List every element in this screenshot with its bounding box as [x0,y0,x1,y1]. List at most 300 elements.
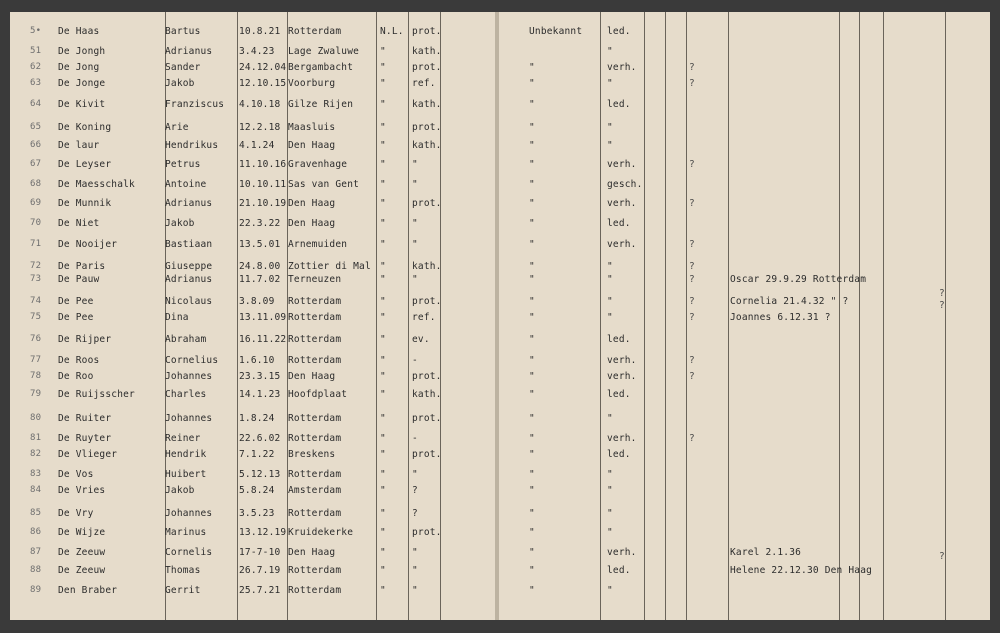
left-cell-dob: 22.6.02 [239,433,281,444]
right-cell-b: " [607,296,613,307]
far-right-question-mark: ? [939,300,945,311]
right-cell-c: ? [689,355,695,366]
left-cell-place: Den Haag [288,547,336,558]
left-cell-surname: De Jonge [58,78,106,89]
right-cell-c: ? [689,239,695,250]
right-cell-b: led. [607,334,631,345]
left-cell-first: Franziscus [165,99,225,110]
right-cell-d: Karel 2.1.36 [730,547,802,558]
left-cell-first: Dina [165,312,189,323]
left-cell-dob: 25.7.21 [239,585,281,596]
left-cell-no: 65 [30,122,42,132]
left-cell-first: Jakob [165,218,195,229]
right-cell-b: verh. [607,239,637,250]
right-cell-b: verh. [607,433,637,444]
right-column-rule [728,12,729,620]
left-cell-rel: kath. [412,140,442,151]
left-cell-no: 87 [30,547,42,557]
right-cell-b: led. [607,99,631,110]
left-cell-surname: De Kivit [58,99,106,110]
left-cell-no: 77 [30,355,42,365]
left-cell-nat: " [380,585,386,596]
right-cell-b: verh. [607,198,637,209]
left-cell-place: Den Haag [288,218,336,229]
left-cell-dob: 14.1.23 [239,389,281,400]
left-cell-first: Reiner [165,433,201,444]
left-cell-dob: 13.12.19 [239,527,287,538]
right-page [499,12,990,620]
left-cell-rel: " [412,274,418,285]
left-cell-nat: " [380,198,386,209]
left-cell-dob: 11.7.02 [239,274,281,285]
right-column-rule [686,12,687,620]
right-cell-a: " [529,239,535,250]
left-cell-dob: 7.1.22 [239,449,275,460]
left-cell-first: Jakob [165,485,195,496]
left-cell-nat: " [380,485,386,496]
right-cell-a: Unbekannt [529,26,583,37]
left-cell-dob: 3.8.09 [239,296,275,307]
right-cell-b: verh. [607,371,637,382]
left-cell-surname: De Ruyter [58,433,112,444]
right-cell-b: led. [607,218,631,229]
left-cell-nat: N.L. [380,26,404,37]
right-column-rule [665,12,666,620]
left-cell-no: 74 [30,296,42,306]
left-cell-nat: " [380,527,386,538]
left-cell-no: 72 [30,261,42,271]
left-cell-no: 80 [30,413,42,423]
left-cell-no: 70 [30,218,42,228]
left-cell-nat: " [380,433,386,444]
left-cell-place: Rotterdam [288,433,342,444]
right-cell-c: ? [689,198,695,209]
left-cell-nat: " [380,547,386,558]
left-cell-place: Voorburg [288,78,336,89]
left-cell-nat: " [380,218,386,229]
right-cell-b: " [607,140,613,151]
left-cell-surname: De Maesschalk [58,179,135,190]
left-cell-dob: 3.5.23 [239,508,275,519]
left-cell-nat: " [380,371,386,382]
right-cell-c: ? [689,312,695,323]
left-cell-first: Giuseppe [165,261,213,272]
left-cell-surname: De Paris [58,261,106,272]
left-cell-first: Nicolaus [165,296,213,307]
left-cell-first: Marinus [165,527,207,538]
left-cell-dob: 17-7-10 [239,547,281,558]
right-cell-a: " [529,585,535,596]
left-cell-nat: " [380,159,386,170]
far-right-question-mark: ? [939,288,945,299]
left-cell-rel: " [412,179,418,190]
left-cell-rel: ? [412,485,418,496]
left-cell-surname: De Wijze [58,527,106,538]
left-cell-rel: - [412,433,418,444]
left-cell-no: 85 [30,508,42,518]
left-cell-no: 83 [30,469,42,479]
left-cell-rel: " [412,239,418,250]
right-cell-a: " [529,218,535,229]
left-cell-dob: 5.8.24 [239,485,275,496]
left-cell-rel: prot. [412,296,442,307]
right-cell-b: verh. [607,159,637,170]
left-cell-nat: " [380,389,386,400]
right-cell-a: " [529,527,535,538]
left-cell-place: Kruidekerke [288,527,354,538]
left-cell-rel: prot. [412,26,442,37]
left-cell-first: Hendrikus [165,140,219,151]
left-cell-rel: " [412,547,418,558]
left-cell-dob: 13.5.01 [239,239,281,250]
right-cell-c: ? [689,159,695,170]
left-cell-first: Adrianus [165,274,213,285]
left-cell-surname: De laur [58,140,100,151]
left-cell-rel: ? [412,508,418,519]
left-cell-nat: " [380,78,386,89]
right-cell-b: led. [607,389,631,400]
left-cell-no: 81 [30,433,42,443]
right-cell-a: " [529,140,535,151]
left-cell-no: 63 [30,78,42,88]
left-cell-first: Adrianus [165,198,213,209]
right-cell-a: " [529,389,535,400]
left-cell-first: Abraham [165,334,207,345]
left-cell-place: Rotterdam [288,508,342,519]
left-cell-nat: " [380,99,386,110]
left-cell-place: Den Haag [288,198,336,209]
left-cell-surname: De Munnik [58,198,112,209]
left-cell-first: Johannes [165,508,213,519]
left-cell-nat: " [380,274,386,285]
left-cell-no: 76 [30,334,42,344]
left-cell-surname: De Vry [58,508,94,519]
right-cell-b: led. [607,26,631,37]
left-cell-no: 78 [30,371,42,381]
left-cell-dob: 21.10.19 [239,198,287,209]
left-cell-nat: " [380,296,386,307]
left-cell-first: Arie [165,122,189,133]
left-cell-place: Arnemuiden [288,239,348,250]
left-cell-no: 79 [30,389,42,399]
left-cell-place: Rotterdam [288,565,342,576]
left-cell-surname: De Haas [58,26,100,37]
left-cell-rel: ev. [412,334,430,345]
left-cell-dob: 1.8.24 [239,413,275,424]
left-cell-surname: De Niet [58,218,100,229]
left-cell-dob: 5.12.13 [239,469,281,480]
right-column-rule [644,12,645,620]
right-cell-b: " [607,78,613,89]
left-cell-surname: De Vries [58,485,106,496]
left-cell-rel: prot. [412,413,442,424]
left-cell-first: Thomas [165,565,201,576]
right-cell-b: led. [607,565,631,576]
left-cell-first: Charles [165,389,207,400]
left-cell-rel: prot. [412,527,442,538]
left-cell-surname: De Ruijsscher [58,389,135,400]
left-cell-rel: prot. [412,122,442,133]
left-cell-no: 5• [30,26,42,36]
left-cell-place: Amsterdam [288,485,342,496]
right-cell-b: " [607,469,613,480]
left-cell-place: Den Haag [288,140,336,151]
right-cell-a: " [529,198,535,209]
right-cell-d: Joannes 6.12.31 ? [730,312,831,323]
left-cell-dob: 16.11.22 [239,334,287,345]
left-cell-nat: " [380,469,386,480]
left-cell-no: 75 [30,312,42,322]
left-cell-no: 69 [30,198,42,208]
left-cell-first: Gerrit [165,585,201,596]
left-cell-surname: De Zeeuw [58,547,106,558]
left-cell-dob: 10.8.21 [239,26,281,37]
left-cell-dob: 24.8.00 [239,261,281,272]
left-cell-first: Jakob [165,78,195,89]
left-cell-dob: 10.10.11 [239,179,287,190]
left-cell-surname: De Ruiter [58,413,112,424]
right-cell-b: verh. [607,355,637,366]
right-cell-b: verh. [607,62,637,73]
left-cell-place: Rotterdam [288,413,342,424]
right-cell-b: " [607,261,613,272]
right-cell-a: " [529,485,535,496]
left-cell-surname: De Roo [58,371,94,382]
left-cell-no: 64 [30,99,42,109]
left-cell-rel: prot. [412,449,442,460]
left-cell-first: Johannes [165,413,213,424]
left-cell-nat: " [380,62,386,73]
left-cell-first: Bartus [165,26,201,37]
right-column-rule [859,12,860,620]
left-cell-nat: " [380,179,386,190]
left-cell-dob: 3.4.23 [239,46,275,57]
right-cell-b: " [607,508,613,519]
left-cell-rel: " [412,585,418,596]
left-cell-first: Bastiaan [165,239,213,250]
left-cell-dob: 12.2.18 [239,122,281,133]
left-cell-place: Rotterdam [288,26,342,37]
left-cell-place: Gravenhage [288,159,348,170]
right-cell-b: " [607,585,613,596]
left-cell-dob: 4.1.24 [239,140,275,151]
left-cell-surname: De Koning [58,122,112,133]
right-cell-a: " [529,312,535,323]
left-cell-nat: " [380,565,386,576]
left-cell-no: 89 [30,585,42,595]
left-cell-surname: De Pauw [58,274,100,285]
left-cell-nat: " [380,449,386,460]
left-cell-no: 66 [30,140,42,150]
left-cell-surname: De Rijper [58,334,112,345]
left-cell-place: Terneuzen [288,274,342,285]
left-cell-place: Bergambacht [288,62,354,73]
left-cell-surname: De Zeeuw [58,565,106,576]
right-cell-c: ? [689,78,695,89]
left-cell-nat: " [380,413,386,424]
left-cell-no: 51 [30,46,42,56]
left-cell-no: 62 [30,62,42,72]
left-cell-rel: - [412,355,418,366]
left-cell-dob: 12.10.15 [239,78,287,89]
right-cell-b: " [607,122,613,133]
left-cell-rel: kath. [412,389,442,400]
left-cell-place: Sas van Gent [288,179,360,190]
left-cell-first: Cornelis [165,547,213,558]
left-cell-no: 73 [30,274,42,284]
left-column-rule [376,12,377,620]
right-cell-a: " [529,413,535,424]
right-cell-a: " [529,159,535,170]
right-cell-d: Oscar 29.9.29 Rotterdam [730,274,867,285]
right-cell-b: gesch. [607,179,643,190]
right-cell-a: " [529,62,535,73]
left-column-rule [237,12,238,620]
left-cell-place: Rotterdam [288,469,342,480]
left-cell-surname: De Vlieger [58,449,118,460]
left-cell-nat: " [380,334,386,345]
right-cell-a: " [529,547,535,558]
left-cell-dob: 13.11.09 [239,312,287,323]
ledger-sheet [10,12,990,620]
left-cell-surname: De Jongh [58,46,106,57]
left-cell-rel: kath. [412,46,442,57]
left-page [10,12,495,620]
right-cell-b: " [607,312,613,323]
right-column-rule [883,12,884,620]
left-cell-place: Rotterdam [288,355,342,366]
right-cell-c: ? [689,261,695,272]
left-cell-no: 88 [30,565,42,575]
right-cell-c: ? [689,371,695,382]
right-cell-a: " [529,508,535,519]
left-cell-first: Cornelius [165,355,219,366]
left-cell-rel: ref. [412,78,436,89]
left-cell-nat: " [380,355,386,366]
left-cell-place: Rotterdam [288,296,342,307]
left-cell-surname: De Jong [58,62,100,73]
left-cell-surname: De Vos [58,469,94,480]
right-cell-c: ? [689,296,695,307]
right-cell-c: ? [689,274,695,285]
left-cell-rel: prot. [412,62,442,73]
left-cell-no: 68 [30,179,42,189]
right-cell-a: " [529,433,535,444]
left-cell-dob: 24.12.04 [239,62,287,73]
left-cell-rel: " [412,218,418,229]
left-cell-rel: " [412,565,418,576]
left-cell-dob: 23.3.15 [239,371,281,382]
left-cell-rel: kath. [412,261,442,272]
left-cell-no: 84 [30,485,42,495]
left-cell-rel: prot. [412,371,442,382]
left-cell-dob: 4.10.18 [239,99,281,110]
left-cell-rel: ref. [412,312,436,323]
left-cell-place: Breskens [288,449,336,460]
left-cell-no: 86 [30,527,42,537]
left-cell-place: Hoofdplaat [288,389,348,400]
right-column-rule [839,12,840,620]
right-cell-a: " [529,122,535,133]
far-right-question-mark: ? [939,551,945,562]
right-cell-a: " [529,469,535,480]
right-cell-b: " [607,413,613,424]
right-cell-a: " [529,78,535,89]
left-cell-rel: " [412,159,418,170]
left-cell-nat: " [380,508,386,519]
left-cell-first: Johannes [165,371,213,382]
left-cell-place: Rotterdam [288,334,342,345]
right-cell-c: ? [689,62,695,73]
left-cell-nat: " [380,261,386,272]
left-cell-surname: De Leyser [58,159,112,170]
left-cell-no: 67 [30,159,42,169]
left-cell-nat: " [380,46,386,57]
right-cell-a: " [529,449,535,460]
left-cell-nat: " [380,312,386,323]
left-cell-place: Lage Zwaluwe [288,46,360,57]
right-cell-a: " [529,565,535,576]
left-cell-place: Zottier di Mal [288,261,371,272]
right-column-rule [600,12,601,620]
right-column-rule [945,12,946,620]
left-cell-place: Den Haag [288,371,336,382]
right-cell-b: " [607,274,613,285]
left-cell-nat: " [380,122,386,133]
left-cell-dob: 11.10.16 [239,159,287,170]
right-cell-b: led. [607,449,631,460]
left-cell-first: Petrus [165,159,201,170]
left-cell-nat: " [380,239,386,250]
right-cell-c: ? [689,433,695,444]
left-cell-rel: kath. [412,99,442,110]
left-cell-dob: 26.7.19 [239,565,281,576]
left-cell-first: Antoine [165,179,207,190]
left-cell-place: Gilze Rijen [288,99,354,110]
right-cell-b: verh. [607,547,637,558]
left-cell-surname: Den Braber [58,585,118,596]
right-cell-a: " [529,179,535,190]
right-cell-b: " [607,46,613,57]
left-cell-first: Hendrik [165,449,207,460]
left-cell-dob: 22.3.22 [239,218,281,229]
right-cell-a: " [529,355,535,366]
left-cell-place: Rotterdam [288,585,342,596]
left-cell-no: 82 [30,449,42,459]
right-cell-d: Cornelia 21.4.32 " ? [730,296,849,307]
right-cell-a: " [529,99,535,110]
left-cell-dob: 1.6.10 [239,355,275,366]
left-cell-first: Sander [165,62,201,73]
left-cell-first: Huibert [165,469,207,480]
left-cell-place: Rotterdam [288,312,342,323]
left-cell-place: Maasluis [288,122,336,133]
left-cell-surname: De Nooijer [58,239,118,250]
left-cell-nat: " [380,140,386,151]
right-cell-a: " [529,334,535,345]
left-cell-surname: De Roos [58,355,100,366]
right-cell-a: " [529,296,535,307]
right-cell-d: Helene 22.12.30 Den Haag [730,565,873,576]
right-cell-b: " [607,485,613,496]
right-cell-a: " [529,274,535,285]
left-cell-rel: " [412,469,418,480]
left-cell-no: 71 [30,239,42,249]
right-cell-b: " [607,527,613,538]
left-cell-rel: prot. [412,198,442,209]
left-column-rule [408,12,409,620]
right-cell-a: " [529,261,535,272]
